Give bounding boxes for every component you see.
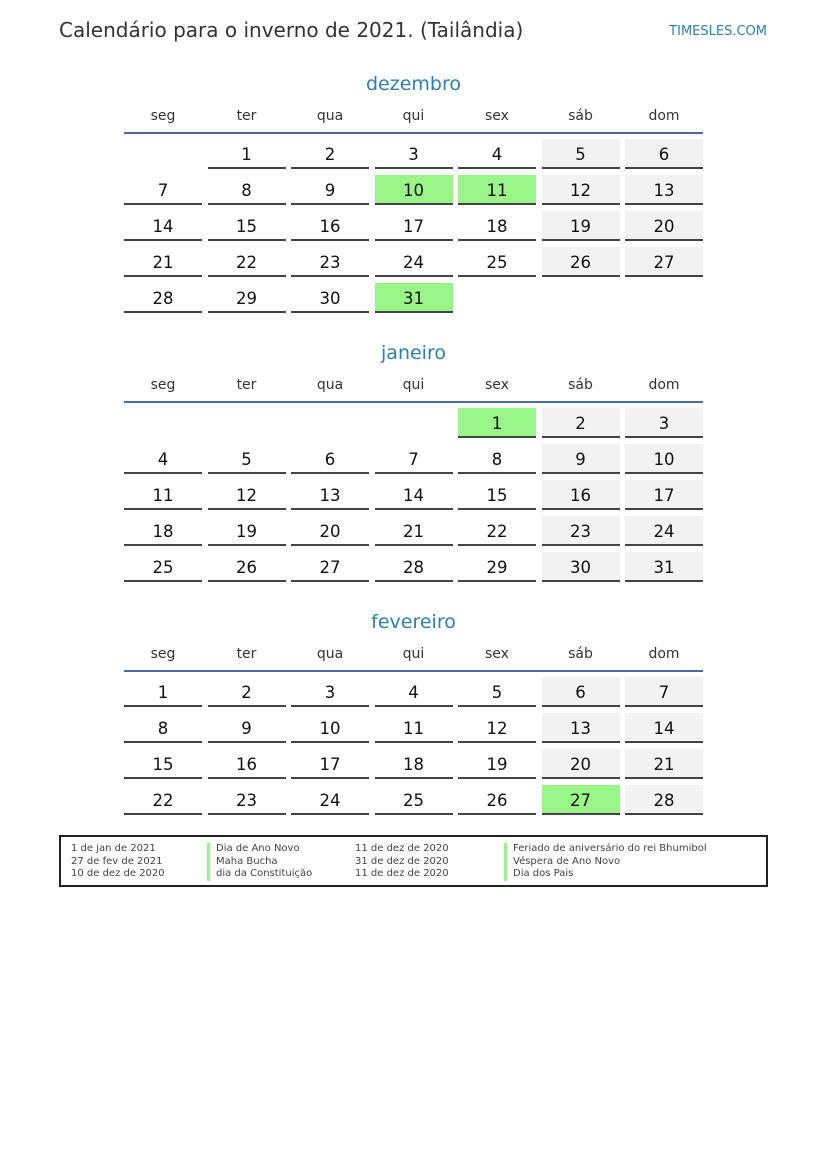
day-cell: 11 <box>375 713 453 743</box>
day-cell: 8 <box>124 713 202 743</box>
day-cell: 25 <box>458 247 536 277</box>
weekday-label: qui <box>402 646 425 662</box>
weekday-label: dom <box>648 646 680 662</box>
day-cell: 13 <box>625 175 703 205</box>
day-cell: 14 <box>124 211 202 241</box>
day-cell: 13 <box>542 713 620 743</box>
empty-day-cell <box>124 408 202 438</box>
day-cell: 9 <box>542 444 620 474</box>
day-cell: 16 <box>208 749 286 779</box>
day-cell: 29 <box>208 283 286 313</box>
legend-holiday-name: Dia de Ano Novo <box>207 843 312 856</box>
weeks-grid <box>124 139 703 319</box>
header-rule <box>124 670 703 672</box>
weekday-label: qua <box>316 646 344 662</box>
day-cell: 3 <box>375 139 453 169</box>
day-cell: 10 <box>625 444 703 474</box>
day-cell: 4 <box>375 677 453 707</box>
weekday-label: seg <box>150 377 176 393</box>
day-cell: 14 <box>625 713 703 743</box>
day-cell: 17 <box>375 211 453 241</box>
day-cell: 17 <box>625 480 703 510</box>
day-cell: 23 <box>542 516 620 546</box>
legend-date: 11 de dez de 2020 <box>355 843 449 854</box>
day-cell: 13 <box>291 480 369 510</box>
day-cell: 5 <box>542 139 620 169</box>
legend-dates-right <box>355 843 449 881</box>
day-cell: 9 <box>208 713 286 743</box>
legend-holiday-name: Dia dos Pais <box>504 868 707 881</box>
weekday-label: sáb <box>568 108 593 124</box>
day-cell: 22 <box>208 247 286 277</box>
day-cell: 12 <box>458 713 536 743</box>
weekday-label: ter <box>236 646 257 662</box>
day-cell: 12 <box>208 480 286 510</box>
brand-link[interactable]: TIMESLES.COM <box>669 24 767 39</box>
day-cell: 21 <box>375 516 453 546</box>
weekday-label: ter <box>236 377 257 393</box>
day-cell: 16 <box>291 211 369 241</box>
month-block <box>124 608 703 821</box>
day-cell: 7 <box>625 677 703 707</box>
day-cell: 8 <box>208 175 286 205</box>
day-cell: 22 <box>458 516 536 546</box>
day-cell: 4 <box>124 444 202 474</box>
weekday-label: sáb <box>568 377 593 393</box>
legend-holiday-name: Véspera de Ano Novo <box>504 856 707 869</box>
day-cell: 6 <box>625 139 703 169</box>
day-cell: 2 <box>208 677 286 707</box>
day-cell: 19 <box>542 211 620 241</box>
legend-names-left <box>207 843 312 881</box>
empty-day-cell <box>625 283 703 313</box>
day-cell: 2 <box>542 408 620 438</box>
day-cell: 28 <box>625 785 703 815</box>
day-cell: 8 <box>458 444 536 474</box>
week-row <box>124 785 703 821</box>
weekday-label: qua <box>316 108 344 124</box>
day-cell: 6 <box>542 677 620 707</box>
month-title: janeiro <box>381 342 446 364</box>
weekday-label: sáb <box>568 646 593 662</box>
legend-date: 11 de dez de 2020 <box>355 868 449 879</box>
day-cell: 23 <box>208 785 286 815</box>
day-cell: 11 <box>124 480 202 510</box>
empty-day-cell <box>542 283 620 313</box>
weeks-grid <box>124 677 703 821</box>
day-cell: 28 <box>375 552 453 582</box>
day-cell: 19 <box>208 516 286 546</box>
day-cell: 31 <box>625 552 703 582</box>
day-cell: 28 <box>124 283 202 313</box>
week-row <box>124 677 703 713</box>
month-title: dezembro <box>366 73 461 95</box>
month-block <box>124 339 703 588</box>
weekday-label: dom <box>648 108 680 124</box>
empty-day-cell <box>208 408 286 438</box>
weekday-label: qui <box>402 377 425 393</box>
day-cell: 4 <box>458 139 536 169</box>
day-cell: 20 <box>625 211 703 241</box>
week-row <box>124 211 703 247</box>
day-cell: 21 <box>124 247 202 277</box>
day-cell: 25 <box>375 785 453 815</box>
week-row <box>124 480 703 516</box>
month-title: fevereiro <box>371 611 456 633</box>
day-cell: 18 <box>458 211 536 241</box>
day-cell: 26 <box>208 552 286 582</box>
day-cell: 9 <box>291 175 369 205</box>
day-cell: 7 <box>375 444 453 474</box>
weekday-label: seg <box>150 646 176 662</box>
header-rule <box>124 401 703 403</box>
day-cell: 12 <box>542 175 620 205</box>
day-cell: 3 <box>291 677 369 707</box>
week-row <box>124 749 703 785</box>
legend-date: 27 de fev de 2021 <box>71 855 163 867</box>
weekday-label: dom <box>648 377 680 393</box>
day-cell: 10 <box>291 713 369 743</box>
legend-holiday-name: Maha Bucha <box>207 856 312 869</box>
day-cell: 11 <box>458 175 536 205</box>
day-cell: 24 <box>375 247 453 277</box>
empty-day-cell <box>291 408 369 438</box>
holiday-legend <box>59 835 768 887</box>
day-cell: 20 <box>291 516 369 546</box>
day-cell: 16 <box>542 480 620 510</box>
day-cell: 17 <box>291 749 369 779</box>
month-block <box>124 70 703 319</box>
day-cell: 18 <box>375 749 453 779</box>
week-row <box>124 516 703 552</box>
day-cell: 29 <box>458 552 536 582</box>
week-row <box>124 247 703 283</box>
day-cell: 2 <box>291 139 369 169</box>
day-cell: 15 <box>124 749 202 779</box>
day-cell: 3 <box>625 408 703 438</box>
day-cell: 22 <box>124 785 202 815</box>
day-cell: 25 <box>124 552 202 582</box>
day-cell: 6 <box>291 444 369 474</box>
day-cell: 24 <box>291 785 369 815</box>
day-cell: 24 <box>625 516 703 546</box>
day-cell: 1 <box>208 139 286 169</box>
legend-date: 1 de jan de 2021 <box>71 843 156 854</box>
day-cell: 26 <box>458 785 536 815</box>
day-cell: 27 <box>625 247 703 277</box>
weekday-label: qui <box>402 108 425 124</box>
week-row <box>124 444 703 480</box>
day-cell: 27 <box>542 785 620 815</box>
week-row <box>124 175 703 211</box>
day-cell: 19 <box>458 749 536 779</box>
day-cell: 30 <box>291 283 369 313</box>
day-cell: 5 <box>458 677 536 707</box>
weekday-label: sex <box>485 377 509 393</box>
week-row <box>124 408 703 444</box>
day-cell: 21 <box>625 749 703 779</box>
day-cell: 5 <box>208 444 286 474</box>
legend-names-right <box>504 843 707 881</box>
day-cell: 31 <box>375 283 453 313</box>
weekday-label: sex <box>485 646 509 662</box>
week-row <box>124 139 703 175</box>
empty-day-cell <box>458 283 536 313</box>
day-cell: 30 <box>542 552 620 582</box>
weekday-header-row <box>124 375 703 401</box>
weeks-grid <box>124 408 703 588</box>
weekday-header-row <box>124 106 703 132</box>
legend-date: 31 de dez de 2020 <box>355 855 449 867</box>
day-cell: 26 <box>542 247 620 277</box>
day-cell: 15 <box>458 480 536 510</box>
week-row <box>124 283 703 319</box>
day-cell: 23 <box>291 247 369 277</box>
legend-holiday-name: dia da Constituição <box>207 868 312 881</box>
legend-dates-left <box>71 843 165 881</box>
day-cell: 14 <box>375 480 453 510</box>
day-cell: 20 <box>542 749 620 779</box>
day-cell: 10 <box>375 175 453 205</box>
week-row <box>124 713 703 749</box>
day-cell: 7 <box>124 175 202 205</box>
weekday-label: sex <box>485 108 509 124</box>
day-cell: 1 <box>124 677 202 707</box>
week-row <box>124 552 703 588</box>
day-cell: 18 <box>124 516 202 546</box>
page-title: Calendário para o inverno de 2021. (Tailândia) <box>59 18 524 42</box>
legend-date: 10 de dez de 2020 <box>71 868 165 879</box>
empty-day-cell <box>375 408 453 438</box>
header-rule <box>124 132 703 134</box>
day-cell: 27 <box>291 552 369 582</box>
day-cell: 1 <box>458 408 536 438</box>
weekday-header-row <box>124 644 703 670</box>
weekday-label: qua <box>316 377 344 393</box>
empty-day-cell <box>124 139 202 169</box>
weekday-label: seg <box>150 108 176 124</box>
legend-holiday-name: Feriado de aniversário do rei Bhumibol <box>504 843 707 856</box>
day-cell: 15 <box>208 211 286 241</box>
weekday-label: ter <box>236 108 257 124</box>
